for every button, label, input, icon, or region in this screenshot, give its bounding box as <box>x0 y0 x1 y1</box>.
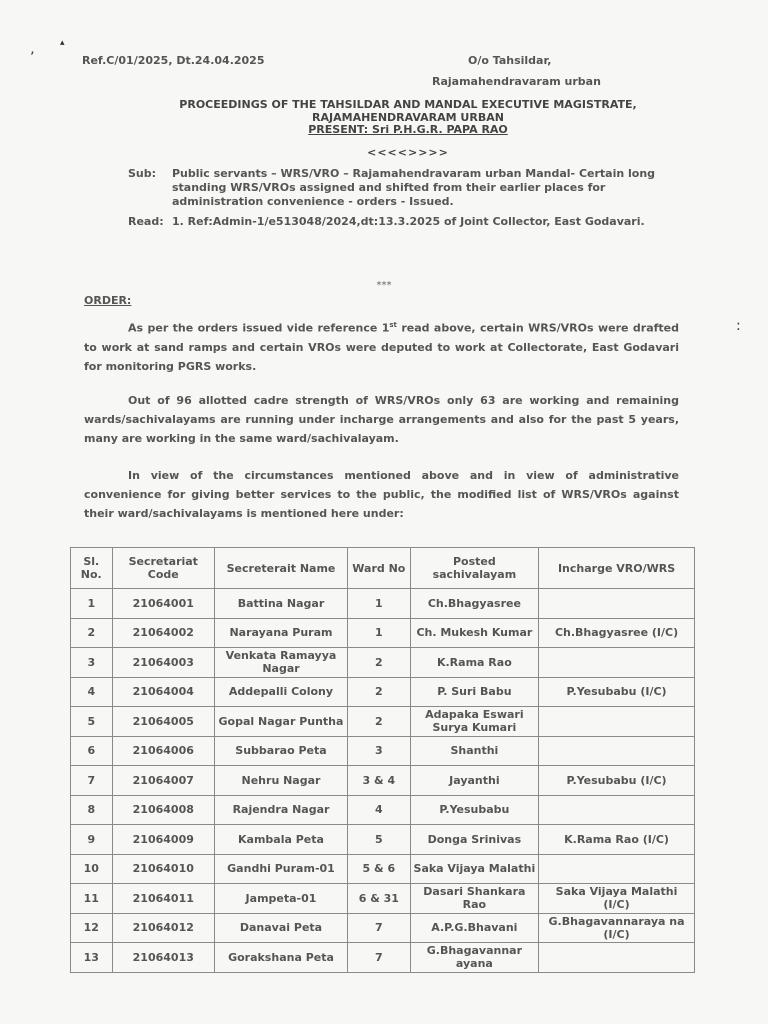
cell-incharge: P.Yesubabu (I/C) <box>539 677 695 707</box>
read-text: 1. Ref:Admin-1/e513048/2024,dt:13.3.2025 of Joint Collector, East Godavari. <box>172 215 645 228</box>
cell-secretariat-code: 21064006 <box>112 736 214 766</box>
cell-secretariat-name: Battina Nagar <box>214 589 347 619</box>
cell-ward-no: 6 & 31 <box>348 884 411 914</box>
reference-number: Ref.C/01/2025, Dt.24.04.2025 <box>82 54 265 67</box>
subject-label: Sub: <box>128 167 157 180</box>
cell-sl-no: 5 <box>71 707 113 737</box>
read-block <box>128 215 683 229</box>
cell-ward-no: 1 <box>348 589 411 619</box>
cell-sl-no: 9 <box>71 825 113 855</box>
scan-mark: : <box>736 318 741 334</box>
table-row <box>71 854 695 884</box>
order-paragraph-3 <box>84 466 679 523</box>
cell-posted-sachivalayam: A.P.G.Bhavani <box>410 913 538 943</box>
paragraph-1-superscript: st <box>389 321 397 329</box>
stars-separator: *** <box>376 280 392 291</box>
cell-secretariat-name: Danavai Peta <box>214 913 347 943</box>
header-sl-no: Sl. No. <box>71 548 113 589</box>
table-header-row <box>71 548 695 589</box>
cell-incharge <box>539 736 695 766</box>
header-incharge: Incharge VRO/WRS <box>539 548 695 589</box>
subject-block <box>128 167 683 209</box>
cell-ward-no: 1 <box>348 618 411 648</box>
cell-sl-no: 8 <box>71 795 113 825</box>
cell-incharge: G.Bhagavannaraya na (I/C) <box>539 913 695 943</box>
cell-posted-sachivalayam: Shanthi <box>410 736 538 766</box>
table-row <box>71 707 695 737</box>
cell-posted-sachivalayam: Ch. Mukesh Kumar <box>410 618 538 648</box>
cell-posted-sachivalayam: Jayanthi <box>410 766 538 796</box>
header-secretariat-code: Secretariat Code <box>112 548 214 589</box>
read-label: Read: <box>128 215 164 228</box>
scan-mark: ’ <box>30 50 35 66</box>
table-row <box>71 648 695 678</box>
cell-incharge <box>539 589 695 619</box>
office-line-1: O/o Tahsildar, <box>468 54 552 67</box>
cell-secretariat-name: Gorakshana Peta <box>214 943 347 973</box>
scan-mark: ▴ <box>60 38 65 48</box>
paragraph-1-part-b: read above, certain WRS/VROs were drafted to work at sand ramps and certain VROs were deputed to work at Collectorate, East Godavari for monitoring PGRS works. <box>84 321 679 373</box>
cell-secretariat-code: 21064005 <box>112 707 214 737</box>
cell-secretariat-name: Jampeta-01 <box>214 884 347 914</box>
cell-secretariat-name: Gopal Nagar Puntha <box>214 707 347 737</box>
order-paragraph-1 <box>84 316 679 376</box>
cell-secretariat-code: 21064010 <box>112 854 214 884</box>
cell-incharge <box>539 795 695 825</box>
table-row <box>71 913 695 943</box>
cell-secretariat-name: Narayana Puram <box>214 618 347 648</box>
cell-sl-no: 1 <box>71 589 113 619</box>
cell-secretariat-code: 21064001 <box>112 589 214 619</box>
cell-ward-no: 5 <box>348 825 411 855</box>
cell-incharge <box>539 707 695 737</box>
cell-posted-sachivalayam: Dasari Shankara Rao <box>410 884 538 914</box>
cell-secretariat-code: 21064007 <box>112 766 214 796</box>
cell-incharge <box>539 854 695 884</box>
table-row <box>71 884 695 914</box>
cell-sl-no: 6 <box>71 736 113 766</box>
cell-ward-no: 2 <box>348 648 411 678</box>
cell-ward-no: 3 <box>348 736 411 766</box>
cell-incharge <box>539 648 695 678</box>
cell-posted-sachivalayam: G.Bhagavannar ayana <box>410 943 538 973</box>
cell-secretariat-code: 21064012 <box>112 913 214 943</box>
table-row <box>71 766 695 796</box>
cell-ward-no: 7 <box>348 943 411 973</box>
cell-incharge <box>539 943 695 973</box>
cell-posted-sachivalayam: Saka Vijaya Malathi <box>410 854 538 884</box>
cell-secretariat-code: 21064011 <box>112 884 214 914</box>
order-paragraph-2 <box>84 391 679 448</box>
cell-ward-no: 5 & 6 <box>348 854 411 884</box>
cell-posted-sachivalayam: Adapaka Eswari Surya Kumari <box>410 707 538 737</box>
wrs-vro-table <box>70 547 695 973</box>
cell-ward-no: 2 <box>348 707 411 737</box>
header-secretariat-name: Secreterait Name <box>214 548 347 589</box>
cell-secretariat-name: Rajendra Nagar <box>214 795 347 825</box>
cell-sl-no: 7 <box>71 766 113 796</box>
table-row <box>71 736 695 766</box>
proceedings-title: PROCEEDINGS OF THE TAHSILDAR AND MANDAL EXECUTIVE MAGISTRATE, <box>179 98 637 111</box>
header-ward-no: Ward No <box>348 548 411 589</box>
cell-secretariat-code: 21064013 <box>112 943 214 973</box>
cell-secretariat-name: Kambala Peta <box>214 825 347 855</box>
cell-secretariat-code: 21064004 <box>112 677 214 707</box>
cell-sl-no: 3 <box>71 648 113 678</box>
cell-secretariat-code: 21064009 <box>112 825 214 855</box>
cell-posted-sachivalayam: K.Rama Rao <box>410 648 538 678</box>
table-row <box>71 618 695 648</box>
cell-ward-no: 4 <box>348 795 411 825</box>
cell-ward-no: 3 & 4 <box>348 766 411 796</box>
office-line-2: Rajamahendravaram urban <box>432 75 601 88</box>
paragraph-1-part-a: As per the orders issued vide reference 1 <box>128 321 390 335</box>
table-row <box>71 677 695 707</box>
paragraph-2-text: Out of 96 allotted cadre strength of WRS/VROs only 63 are working and remaining wards/sachivalayams are running under incharge arrangements and also for the past 5 years, many are working in the same ward/sachivalayam. <box>84 394 679 445</box>
cell-secretariat-name: Subbarao Peta <box>214 736 347 766</box>
cell-secretariat-name: Gandhi Puram-01 <box>214 854 347 884</box>
cell-sl-no: 2 <box>71 618 113 648</box>
cell-secretariat-code: 21064002 <box>112 618 214 648</box>
cell-posted-sachivalayam: P.Yesubabu <box>410 795 538 825</box>
cell-sl-no: 11 <box>71 884 113 914</box>
cell-sl-no: 13 <box>71 943 113 973</box>
cell-posted-sachivalayam: Ch.Bhagyasree <box>410 589 538 619</box>
cell-secretariat-name: Nehru Nagar <box>214 766 347 796</box>
cell-incharge: K.Rama Rao (I/C) <box>539 825 695 855</box>
table-row <box>71 943 695 973</box>
cell-incharge: P.Yesubabu (I/C) <box>539 766 695 796</box>
table-row <box>71 589 695 619</box>
cell-sl-no: 4 <box>71 677 113 707</box>
cell-secretariat-code: 21064003 <box>112 648 214 678</box>
subject-text: Public servants – WRS/VRO – Rajamahendravaram urban Mandal- Certain long standing WRS/VROs assigned and shifted from their earlier places for administration convenience - orders - Issued. <box>172 167 656 208</box>
cell-posted-sachivalayam: P. Suri Babu <box>410 677 538 707</box>
proceedings-subtitle: RAJAMAHENDRAVARAM URBAN <box>312 111 504 124</box>
header-posted-sachivalayam: Posted sachivalayam <box>410 548 538 589</box>
cell-secretariat-code: 21064008 <box>112 795 214 825</box>
order-heading: ORDER: <box>84 294 132 307</box>
cell-secretariat-name: Venkata Ramayya Nagar <box>214 648 347 678</box>
table-row <box>71 795 695 825</box>
cell-sl-no: 10 <box>71 854 113 884</box>
cell-ward-no: 7 <box>348 913 411 943</box>
separator: <<<<>>>> <box>367 146 449 159</box>
cell-incharge: Saka Vijaya Malathi (I/C) <box>539 884 695 914</box>
cell-incharge: Ch.Bhagyasree (I/C) <box>539 618 695 648</box>
paragraph-3-text: In view of the circumstances mentioned above and in view of administrative convenience for giving better services to the public, the modified list of WRS/VROs against their ward/sachivalayams is mentioned here under: <box>84 469 679 520</box>
cell-secretariat-name: Addepalli Colony <box>214 677 347 707</box>
cell-sl-no: 12 <box>71 913 113 943</box>
cell-posted-sachivalayam: Donga Srinivas <box>410 825 538 855</box>
cell-ward-no: 2 <box>348 677 411 707</box>
table-row <box>71 825 695 855</box>
present-officer: PRESENT: Sri P.H.G.R. PAPA RAO <box>308 123 508 136</box>
